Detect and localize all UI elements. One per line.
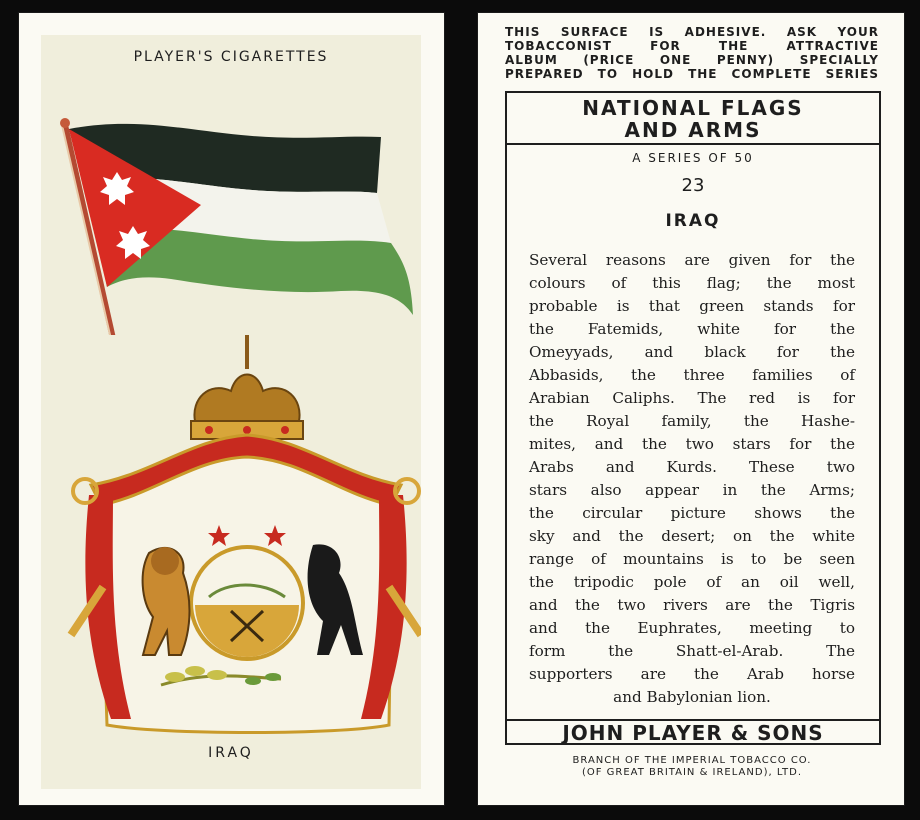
description-line: supporters are the Arab horse — [529, 665, 855, 683]
iraq-flag-illustration — [41, 65, 421, 335]
branch-line: (OF GREAT BRITAIN & IRELAND), LTD. — [581, 767, 803, 778]
description-text — [529, 249, 855, 709]
description-line: range of mountains is to be seen — [529, 550, 855, 568]
adhesive-line: ALBUM (PRICE ONE PENNY) SPECIALLY — [505, 53, 879, 67]
crown-icon — [191, 335, 303, 439]
coat-of-arms-illustration — [41, 335, 421, 735]
description-line: form the Shatt-el-Arab. The — [529, 642, 855, 660]
description-line: the circular picture shows the — [529, 504, 855, 522]
description-line: the tripodic pole of an oil well, — [529, 573, 855, 591]
description-line: Several reasons are given for the — [529, 251, 855, 269]
description-frame — [505, 91, 881, 745]
branch-note — [505, 755, 879, 779]
series-title-line: AND ARMS — [624, 118, 762, 142]
description-line: probable is that green stands for — [529, 297, 855, 315]
description-line: Omeyyads, and black for the — [529, 343, 855, 361]
description-line: and Babylonian lion. — [613, 688, 771, 706]
series-count: A SERIES OF 50 — [632, 151, 754, 165]
card-back — [478, 13, 904, 805]
brand-title: PLAYER'S CIGARETTES — [133, 49, 329, 65]
card-number: 23 — [681, 175, 705, 196]
branch-line: BRANCH OF THE IMPERIAL TOBACCO CO. — [572, 755, 812, 766]
card-front-picture — [41, 35, 421, 789]
description-line: and the two rivers are the Tigris — [529, 596, 855, 614]
card-front — [19, 13, 444, 805]
adhesive-line: THIS SURFACE IS ADHESIVE. ASK YOUR — [505, 25, 879, 39]
maker-name: JOHN PLAYER & SONS — [562, 721, 824, 745]
description-line: colours of this flag; the most — [529, 274, 855, 292]
country-caption: IRAQ — [208, 745, 254, 761]
description-line: Abbasids, the three families of — [529, 366, 855, 384]
country-heading: IRAQ — [665, 211, 721, 231]
description-line: the Fatemids, white for the — [529, 320, 855, 338]
description-line: Arabs and Kurds. These two — [529, 458, 855, 476]
series-title-line: NATIONAL FLAGS — [582, 96, 804, 120]
maker-banner — [507, 719, 879, 745]
description-line: sky and the desert; on the white — [529, 527, 855, 545]
series-title — [507, 93, 879, 145]
description-line: stars also appear in the Arms; — [529, 481, 855, 499]
description-line: Arabian Caliphs. The red is for — [529, 389, 855, 407]
shield-disc — [191, 547, 303, 659]
description-line: the Royal family, the Hashe- — [529, 412, 855, 430]
adhesive-line: PREPARED TO HOLD THE COMPLETE SERIES — [505, 67, 879, 81]
description-line: and the Euphrates, meeting to — [529, 619, 855, 637]
description-line: mites, and the two stars for the — [529, 435, 855, 453]
adhesive-line: TOBACCONIST FOR THE ATTRACTIVE — [505, 39, 879, 53]
adhesive-notice — [505, 25, 879, 81]
